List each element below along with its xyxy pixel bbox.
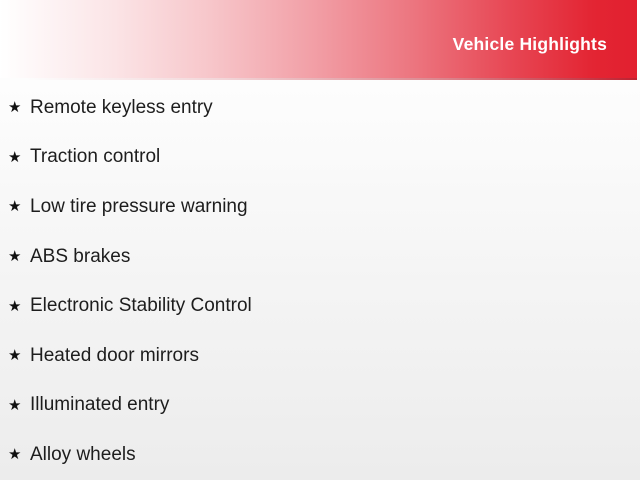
page-title: Vehicle Highlights — [452, 33, 607, 54]
feature-item — [8, 281, 252, 331]
feature-label: Remote keyless entry — [30, 96, 213, 118]
star-icon: ★ — [8, 148, 22, 166]
feature-label: Low tire pressure warning — [30, 195, 248, 217]
feature-item — [8, 133, 252, 183]
feature-label: Alloy wheels — [30, 443, 136, 465]
star-icon: ★ — [8, 446, 22, 464]
feature-item — [8, 83, 252, 133]
feature-label: ABS brakes — [30, 245, 131, 267]
feature-label: Traction control — [30, 146, 161, 168]
feature-item — [8, 430, 252, 480]
feature-list — [0, 80, 252, 480]
star-icon: ★ — [8, 198, 22, 216]
header-banner — [0, 0, 637, 78]
feature-label: Illuminated entry — [30, 394, 170, 416]
feature-label: Heated door mirrors — [30, 344, 199, 366]
feature-item — [8, 381, 252, 431]
star-icon: ★ — [8, 347, 22, 365]
star-icon: ★ — [8, 297, 22, 315]
star-icon: ★ — [8, 248, 22, 266]
feature-item — [8, 331, 252, 381]
feature-item — [8, 182, 252, 232]
star-icon: ★ — [8, 99, 22, 117]
star-icon: ★ — [8, 396, 22, 414]
feature-label: Electronic Stability Control — [30, 295, 252, 317]
feature-item — [8, 232, 252, 282]
